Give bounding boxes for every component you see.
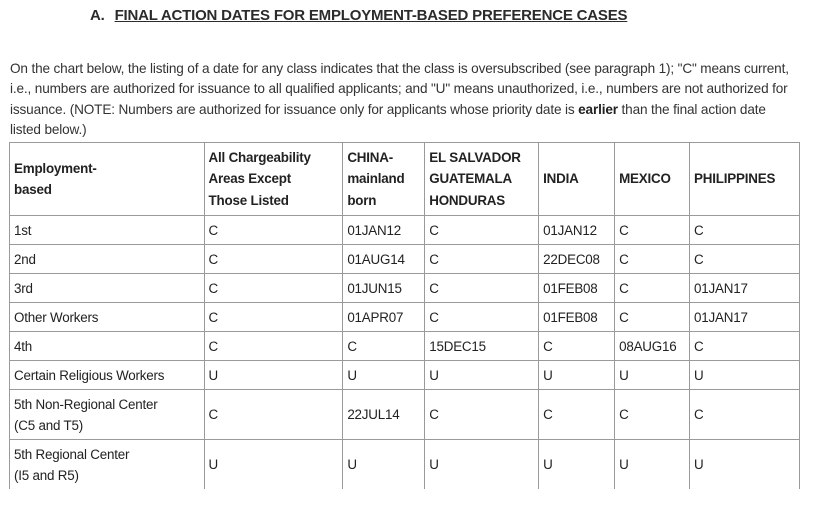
date-cell: C [204, 303, 343, 332]
date-cell: C [690, 332, 800, 361]
date-cell: 15DEC15 [425, 332, 539, 361]
row-category-label: 3rd [14, 280, 33, 296]
date-cell: C [204, 216, 343, 245]
date-cell: C [425, 390, 539, 440]
date-cell: U [539, 440, 615, 490]
date-cell: 22JUL14 [343, 390, 425, 440]
header-label: Areas Except [208, 171, 291, 187]
header-label: MEXICO [619, 171, 671, 187]
date-cell: 08AUG16 [615, 332, 690, 361]
row-category-label: Other Workers [14, 309, 99, 325]
date-cell: C [425, 245, 539, 274]
header-country-6 [690, 143, 800, 216]
header-label: Those Listed [208, 192, 289, 208]
header-country-5 [615, 143, 690, 216]
header-label: CHINA- [347, 149, 393, 165]
date-cell: 01JAN12 [343, 216, 425, 245]
date-cell: 01JAN17 [690, 303, 800, 332]
date-cell: U [425, 361, 539, 390]
header-label: born [347, 192, 377, 208]
table-row [10, 245, 800, 274]
date-cell: C [204, 332, 343, 361]
date-cell: U [690, 440, 800, 490]
date-cell: C [425, 216, 539, 245]
date-cell: C [615, 245, 690, 274]
table-row [10, 216, 800, 245]
row-category-label: 5th Non-Regional Center [14, 396, 158, 412]
date-cell: C [425, 303, 539, 332]
date-cell: U [204, 361, 343, 390]
header-label: EL SALVADOR [429, 149, 521, 165]
intro-paragraph [10, 59, 800, 141]
date-cell: 01FEB08 [539, 303, 615, 332]
date-cell: 01AUG14 [343, 245, 425, 274]
date-cell: C [343, 332, 425, 361]
intro-text-end: than the final action date listed below.) [10, 101, 766, 138]
row-category-label: 5th Regional Center [14, 446, 130, 462]
section-title: FINAL ACTION DATES FOR EMPLOYMENT-BASED PREFERENCE CASES [114, 7, 628, 24]
date-cell: C [615, 274, 690, 303]
header-label: HONDURAS [429, 192, 506, 208]
row-category-label: 2nd [14, 251, 36, 267]
row-category [10, 361, 205, 390]
row-category [10, 274, 205, 303]
header-label: mainland [347, 171, 405, 187]
date-cell: C [690, 245, 800, 274]
date-cell: 01JUN15 [343, 274, 425, 303]
intro-emphasis: earlier [578, 101, 618, 117]
header-country-1 [204, 143, 343, 216]
date-cell: U [425, 440, 539, 490]
date-cell: 01JAN17 [690, 274, 800, 303]
date-cell: U [615, 440, 690, 490]
header-category [10, 143, 205, 216]
date-cell: 01FEB08 [539, 274, 615, 303]
date-cell: C [615, 390, 690, 440]
section-heading [90, 7, 627, 24]
table-body [10, 216, 800, 490]
section-letter: A. [90, 7, 105, 24]
row-category [10, 440, 205, 490]
date-cell: U [343, 440, 425, 490]
date-cell: 22DEC08 [539, 245, 615, 274]
table-row [10, 303, 800, 332]
date-cell: C [204, 245, 343, 274]
table-row [10, 274, 800, 303]
header-country-3 [425, 143, 539, 216]
date-cell: U [690, 361, 800, 390]
header-label: GUATEMALA [429, 171, 512, 187]
date-cell: C [204, 390, 343, 440]
final-action-dates-table [9, 142, 800, 489]
header-label: based [14, 182, 52, 197]
date-cell: C [615, 216, 690, 245]
date-cell: C [204, 274, 343, 303]
table-row [10, 361, 800, 390]
header-country-2 [343, 143, 425, 216]
date-cell: C [539, 332, 615, 361]
row-category-label: Certain Religious Workers [14, 367, 165, 383]
date-cell: U [615, 361, 690, 390]
row-category [10, 390, 205, 440]
table-row [10, 440, 800, 490]
row-category [10, 303, 205, 332]
table-row [10, 390, 800, 440]
row-category [10, 245, 205, 274]
row-category-label: 4th [14, 338, 33, 354]
table-row [10, 332, 800, 361]
date-cell: U [539, 361, 615, 390]
header-label: All Chargeability [208, 149, 311, 165]
date-cell: C [615, 303, 690, 332]
date-cell: 01JAN12 [539, 216, 615, 245]
header-label: Employment- [14, 160, 97, 176]
date-cell: C [425, 274, 539, 303]
date-cell: U [204, 440, 343, 490]
row-category [10, 216, 205, 245]
header-label: PHILIPPINES [694, 171, 776, 187]
intro-text: On the chart below, the listing of a date for any class indicates that the class is oversubscribed (see paragraph 1); "C" means current, i.e., numbers are authorized for issuance to all qualified applicants; and "U" means unauthorized, i.e., numbers are not authorized for issuance. (NOTE: Numbers are authorized for issuance only for applicants whose priority date is [10, 60, 789, 117]
header-label: INDIA [543, 171, 579, 187]
table-header-row [10, 143, 800, 216]
date-cell: U [343, 361, 425, 390]
row-category [10, 332, 205, 361]
date-cell: C [690, 216, 800, 245]
row-category-label: 1st [14, 222, 32, 238]
header-country-4 [539, 143, 615, 216]
row-category-label: (I5 and R5) [14, 467, 79, 483]
date-cell: C [539, 390, 615, 440]
date-cell: C [690, 390, 800, 440]
date-cell: 01APR07 [343, 303, 425, 332]
row-category-label: (C5 and T5) [14, 417, 84, 433]
